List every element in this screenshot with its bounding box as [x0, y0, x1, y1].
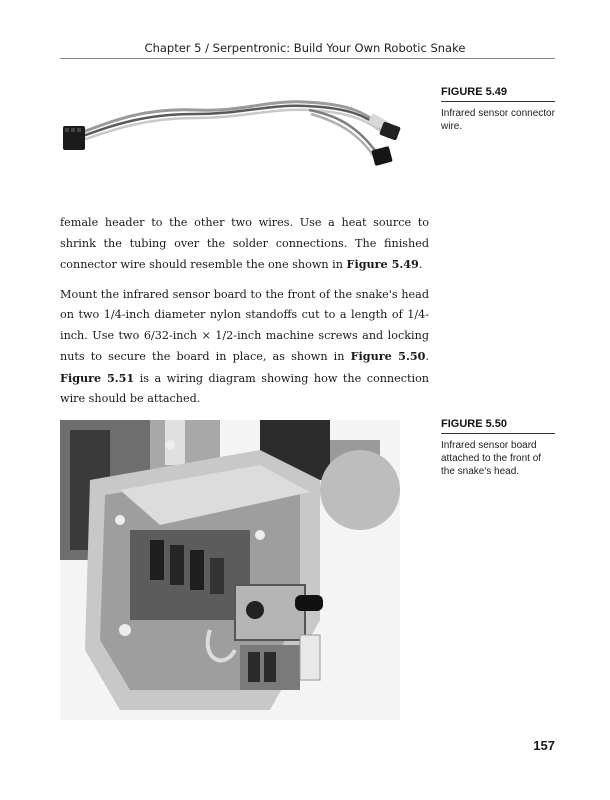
page-number: 157 — [533, 738, 555, 753]
figure-caption-text: Infrared sensor connector wire. — [441, 108, 555, 132]
body-text — [60, 213, 429, 410]
figure-reference: Figure 5.50 — [350, 349, 426, 363]
paragraph-1 — [60, 213, 429, 276]
paragraph-text: is a wiring diagram showing how the connection wire should be attached. — [60, 371, 430, 405]
figure-reference: Figure 5.49 — [346, 257, 419, 271]
paragraph-text: Mount the infrared sensor board to the front of the snake's head on two 1/4-inch diameter nylon standoffs cut to a length of 1/4-inch. Use two 6/32-inch × 1/2-inch machine screws and locking nuts to secure the board in place, as shown in — [60, 287, 429, 363]
running-header: Chapter 5 / Serpentronic: Build Your Own Robotic Snake — [144, 41, 466, 55]
figure-5-49-caption — [441, 86, 555, 133]
figure-reference: Figure 5.51 — [60, 370, 135, 385]
paragraph-text: . — [425, 350, 429, 363]
figure-caption-text: Infrared sensor board attached to the front of the snake's head. — [441, 440, 542, 477]
header-rule — [60, 58, 555, 59]
paragraph-2 — [60, 285, 429, 410]
figure-label: FIGURE 5.50 — [441, 418, 555, 434]
figure-5-49-image — [55, 90, 425, 190]
figure-5-50-image — [60, 420, 400, 720]
paragraph-text: female header to the other two wires. Use a heat source to shrink the tubing over the solder connections. The finished connector wire should resemble the one shown in — [60, 216, 429, 271]
figure-5-50-caption — [441, 418, 555, 478]
paragraph-text: . — [418, 258, 423, 271]
figure-label: FIGURE 5.49 — [441, 86, 555, 102]
